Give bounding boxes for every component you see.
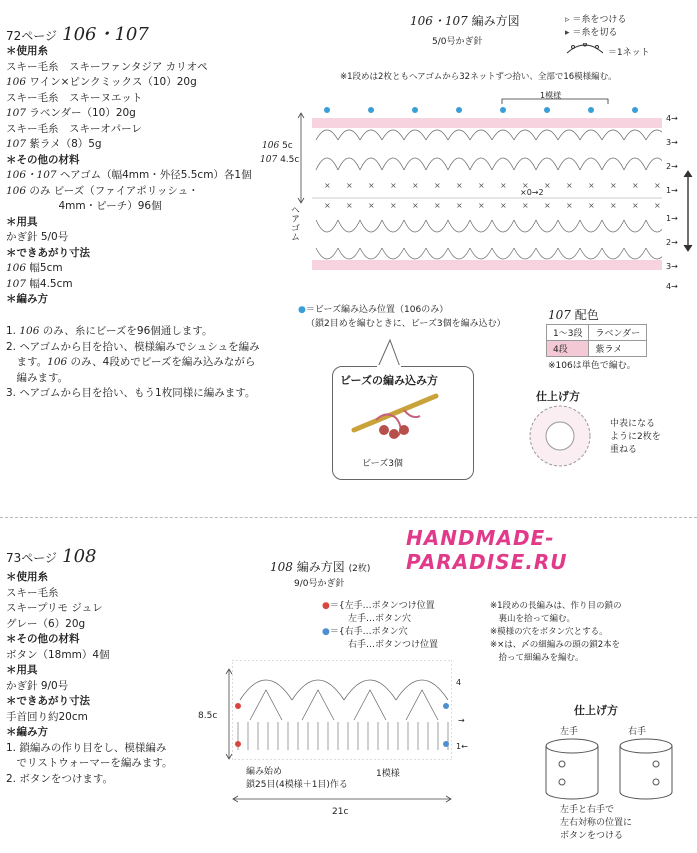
sc-mark: × [412, 201, 419, 210]
arch [646, 158, 662, 170]
step-line [6, 355, 260, 371]
repeat-label: 1模様 [540, 91, 562, 100]
net-icon [565, 48, 608, 58]
finish-note [610, 418, 661, 457]
material-line [6, 168, 252, 184]
arch-bottom [602, 248, 624, 259]
finish-note-line: 左右対称の位置に [560, 818, 633, 828]
material-line [6, 184, 252, 200]
material-line [6, 648, 173, 664]
arch [558, 158, 580, 170]
row-number: 2→ [666, 238, 678, 247]
bubble-pointer [370, 338, 410, 368]
sc-mark: × [610, 201, 617, 210]
bead-position-note-2: （鎖2目めを編むときに、ビーズ3個を編み込む） [306, 319, 506, 329]
arch-top [514, 130, 536, 140]
material-line [6, 679, 173, 695]
arch [448, 158, 470, 170]
sc-mark: × [522, 181, 529, 190]
red-dot-icon: ● [322, 601, 330, 611]
sc-mark: × [478, 181, 485, 190]
text: ＊その他の材料 [6, 633, 80, 645]
material-line [6, 122, 252, 138]
material-line [6, 586, 173, 602]
bead-dot [324, 107, 330, 113]
step-text: のみ、4段めでビーズを編み込みながら [67, 356, 256, 368]
arch-bottom [404, 248, 426, 259]
right-height-arrow [682, 170, 694, 252]
material-line [6, 106, 252, 122]
bead-count-label: ビーズ3個 [362, 459, 403, 469]
sc-mark: × [456, 201, 463, 210]
text: グレー（6）20g [6, 617, 86, 630]
text: 幅5cm [26, 262, 63, 274]
arch-bottom [448, 248, 470, 259]
text: 幅4.5cm [26, 277, 73, 290]
arch [536, 158, 558, 170]
model-number: 106 [6, 262, 27, 274]
finish-title: 仕上げ方 [536, 390, 580, 403]
sc-mark: × [654, 181, 661, 190]
arch [404, 220, 426, 232]
page73-header [6, 546, 96, 567]
red-dot [235, 703, 241, 709]
chart-frame [232, 660, 452, 760]
text: かぎ針 9/0号 [6, 679, 69, 692]
page-numbers: 106・107 [62, 24, 149, 45]
bead-dot [500, 107, 506, 113]
symbol-legend: ▹ ＝糸をつける ▸ ＝糸を切る ＝1ネット [565, 15, 650, 58]
sc-mark: × [324, 181, 331, 190]
arch-top [448, 130, 470, 140]
pink-edge-bottom [312, 260, 662, 270]
note-line: 拾って細編みを編む。 [490, 653, 584, 663]
arch-top [316, 130, 338, 140]
sc-mark: × [566, 181, 573, 190]
finish-note-line: 重ねる [610, 445, 638, 455]
sc-mark: × [346, 181, 353, 190]
button-legend: ●＝{左手…ボタンつけ位置 左手…ボタン穴 ●＝{右手…ボタン穴 右手…ボタンつけ位置 [322, 601, 439, 650]
sc-mark: × [478, 201, 485, 210]
arch-bottom [536, 248, 558, 259]
text: のみ ビーズ（ファイアポリッシュ・ [26, 184, 199, 197]
text: ＊使用糸 [6, 45, 48, 57]
sc-mark: × [632, 201, 639, 210]
color-table: 1〜3段 ラベンダー 4段 紫ラメ [546, 324, 647, 357]
material-line [6, 617, 173, 633]
arch [492, 158, 514, 170]
blue-dot [443, 741, 449, 747]
material-line [6, 601, 173, 617]
sc-mark: × [390, 181, 397, 190]
arch [492, 220, 514, 232]
text: スキー毛糸 スキーファンタジア カリオペ [6, 60, 208, 73]
arch-bottom [426, 248, 448, 259]
sc-mark: × [500, 181, 507, 190]
finish-title-108: 仕上げ方 [574, 704, 618, 717]
section-heading [6, 632, 173, 648]
arch-bottom [492, 248, 514, 259]
arch [338, 220, 360, 232]
material-line [6, 277, 252, 293]
bead-dot [632, 107, 638, 113]
arch-top [536, 130, 558, 140]
sc-mark: × [610, 181, 617, 190]
text: ＊できあがり寸法 [6, 246, 90, 259]
blue-dot-icon: ● [322, 627, 330, 637]
step-line [6, 371, 260, 387]
text: ＊できあがり寸法 [6, 695, 90, 707]
text: 4mm・ピーチ）96個 [6, 200, 162, 212]
sc-mark: × [500, 201, 507, 210]
red-dot [235, 741, 241, 747]
section-heading [6, 246, 252, 262]
arch [580, 158, 602, 170]
arch-bottom [338, 248, 360, 259]
arch-top [470, 130, 492, 140]
arch [624, 220, 646, 232]
arch [426, 158, 448, 170]
step-line [6, 386, 260, 402]
arch-top [492, 130, 514, 140]
arch [470, 220, 492, 232]
note-line: 裏山を拾って編む。 [490, 614, 576, 624]
hook-size: 5/0号かぎ針 [432, 37, 483, 47]
row-number: 2→ [666, 162, 678, 171]
diagram-note: ※1段めは2枚ともヘアゴムから32ネットずつ拾い、全部で16模様編む。 [340, 72, 617, 82]
sc-mark: × [346, 201, 353, 210]
arch [404, 158, 426, 170]
row-number: 1→ [666, 186, 678, 195]
step-text: 編みます。 [6, 371, 69, 384]
material-line [6, 75, 252, 91]
arch-top [426, 130, 448, 140]
row-1-label: 1← [456, 742, 468, 751]
materials-list [6, 44, 252, 308]
section-heading [6, 153, 252, 169]
wrist-warmer-illustration [540, 738, 690, 802]
finish-note-108 [560, 804, 632, 843]
model-number: 106 [47, 356, 68, 368]
arch-bottom [316, 248, 338, 259]
text: ＊使用糸 [6, 571, 48, 583]
sc-mark: × [654, 201, 661, 210]
color-title: 107 配色 [548, 308, 599, 322]
arch [558, 220, 580, 232]
section-heading [6, 663, 173, 679]
sc-mark: × [522, 201, 529, 210]
finish-note-line: 中表になる [610, 419, 656, 429]
arch [470, 158, 492, 170]
right-hand-label: 右手 [628, 727, 647, 737]
start-label: 編み始め 鎖25目(4模様＋1目)作る [246, 767, 348, 790]
size-107: 107 4.5c [260, 155, 300, 165]
arch-top [360, 130, 382, 140]
text: 2. ボタンをつけます。 [6, 772, 114, 785]
step-line [6, 324, 260, 340]
arch [646, 220, 662, 232]
text: ワイン×ピンクミックス（10）20g [26, 76, 197, 88]
material-line [6, 137, 252, 153]
sc-mark: × [434, 181, 441, 190]
text: ＊用具 [6, 215, 38, 228]
cut-yarn-icon: ▸ [565, 28, 570, 38]
step-text: 2. ヘアゴムから目を拾い、模様編みでシュシュを編み [6, 340, 260, 353]
pink-edge-top [312, 118, 662, 128]
fan [354, 690, 386, 720]
material-line [6, 60, 252, 76]
crochet-chart-106-107 [312, 100, 662, 280]
height-label-108: 8.5c [198, 711, 218, 721]
sc-mark: × [324, 201, 331, 210]
text: ＊編み方 [6, 293, 48, 305]
arch [602, 220, 624, 232]
scrunchie-illustration [520, 400, 600, 470]
crochet-chart-108 [232, 660, 452, 760]
step-text: ます。 [6, 356, 48, 368]
sc-mark: × [456, 181, 463, 190]
arch-top [580, 130, 602, 140]
note-line: ※1段めの長編みは、作り目の鎖の [490, 601, 622, 611]
watermark: HANDMADE-PARADISE.RU [406, 526, 568, 574]
color-note: ※106は単色で編む。 [548, 361, 636, 371]
finish-note-line: 左手と右手で [560, 805, 615, 815]
arch-top [338, 130, 360, 140]
material-line [6, 199, 252, 215]
material-line [6, 91, 252, 107]
finish-note-line: ように2枚を [610, 432, 661, 442]
row-number: 4→ [666, 282, 678, 291]
sc-mark: × [368, 201, 375, 210]
bead-dot [456, 107, 462, 113]
arch [316, 220, 338, 232]
text: ＊編み方 [6, 726, 48, 738]
fan [406, 690, 438, 720]
note-line: ※×は、〆の細編みの頭の鎖2本を [490, 640, 621, 650]
arch [382, 158, 404, 170]
sc-mark: × [368, 181, 375, 190]
fan [250, 690, 282, 720]
sc-mark: × [632, 181, 639, 190]
arch-top [602, 130, 624, 140]
arch-bottom [580, 248, 602, 259]
arch [580, 220, 602, 232]
row-arrow: → [458, 716, 465, 725]
arch [360, 220, 382, 232]
material-line [6, 741, 173, 757]
x0-label: ×0→2 [520, 188, 544, 197]
arch-top [624, 130, 646, 140]
bead-position-note: ●＝ビーズ編み込み位置（106のみ） [298, 305, 449, 315]
section-heading [6, 725, 173, 741]
bead-dot [368, 107, 374, 113]
join-yarn-icon: ▹ [565, 15, 570, 25]
arch-bottom [558, 248, 580, 259]
text: 紫ラメ（8）5g [26, 138, 102, 150]
text: ボタン（18mm）4個 [6, 648, 110, 661]
page72-header [6, 20, 149, 46]
section-heading [6, 44, 252, 60]
page-label-73: 73ページ [6, 551, 58, 565]
finish-note-line: ボタンをつける [560, 831, 624, 841]
arch-top [558, 130, 580, 140]
arch-top [404, 130, 426, 140]
bead-dot [412, 107, 418, 113]
arch-bottom [382, 248, 404, 259]
step-text: のみ、糸にビーズを96個通します。 [39, 325, 213, 337]
arch [426, 220, 448, 232]
arch [316, 158, 338, 170]
text: スキー毛糸 スキーオパーレ [6, 122, 142, 135]
text: ラベンダー（10）20g [26, 107, 136, 119]
material-line [6, 756, 173, 772]
sc-mark: × [588, 181, 595, 190]
hook-with-beads-illustration [346, 390, 446, 450]
arch-bottom [646, 248, 662, 259]
row-number: 3→ [666, 138, 678, 147]
sc-mark: × [588, 201, 595, 210]
width-label: 21c [332, 807, 349, 817]
model-number: 107 [6, 277, 27, 290]
material-line [6, 772, 173, 788]
sc-mark: × [544, 181, 551, 190]
arch [360, 158, 382, 170]
arch [624, 158, 646, 170]
arch-top [382, 130, 404, 140]
material-line [6, 261, 252, 277]
size-106: 106 5c [262, 141, 293, 151]
material-line [6, 230, 252, 246]
arch-bottom [514, 248, 536, 259]
sc-mark: × [566, 201, 573, 210]
step-text: 3. ヘアゴムから目を拾い、もう1枚同様に編みます。 [6, 387, 256, 399]
text: ＊用具 [6, 664, 38, 676]
instruction-steps [6, 324, 260, 402]
text: 1. 鎖編みの作り目をし、模様編み [6, 741, 167, 754]
text: かぎ針 5/0号 [6, 231, 69, 243]
left-hand-label: 左手 [560, 727, 579, 737]
sc-mark: × [412, 181, 419, 190]
note-line: ※模様の穴をボタン穴とする。 [490, 627, 608, 637]
text: スキー毛糸 [6, 586, 59, 599]
row-number: 3→ [666, 262, 678, 271]
repeat-label-108: 1模様 [376, 769, 400, 779]
model-number: 106・107 [6, 169, 57, 181]
height-arrow [296, 112, 306, 204]
sc-mark: × [544, 201, 551, 210]
arch [536, 220, 558, 232]
material-line [6, 710, 173, 726]
materials-list-108 [6, 570, 173, 787]
arch-top [646, 130, 662, 140]
step-text: 1. [6, 325, 20, 337]
text: 手首回り約20cm [6, 710, 88, 723]
text: でリストウォーマーを編みます。 [6, 757, 173, 769]
page-label: 72ページ [6, 29, 58, 43]
model-number: 107 [6, 138, 27, 150]
model-number: 106 [19, 325, 40, 337]
notes-108 [490, 600, 622, 665]
blue-dot [443, 703, 449, 709]
arch [514, 220, 536, 232]
diagram-title-108: 108 編み方図 (2枚) [270, 560, 371, 574]
sc-mark: × [434, 201, 441, 210]
fan [302, 690, 334, 720]
bead-dot [588, 107, 594, 113]
text: ＊その他の材料 [6, 153, 80, 166]
row-4-label: 4 [456, 678, 462, 687]
arch [602, 158, 624, 170]
section-divider [0, 517, 697, 518]
text: スキープリモ ジュレ [6, 602, 103, 614]
model-number: 107 [6, 107, 27, 119]
bead-dot [544, 107, 550, 113]
arch-bottom [624, 248, 646, 259]
arch-bottom [470, 248, 492, 259]
width-arrow [232, 794, 452, 804]
section-heading [6, 292, 252, 308]
section-heading [6, 694, 173, 710]
section-heading [6, 215, 252, 231]
model-number: 106 [6, 184, 27, 197]
hook-size-108: 9/0号かぎ針 [294, 579, 345, 589]
text: ヘアゴム（幅4mm・外径5.5cm）各1個 [56, 169, 252, 181]
bead-method-title: ビーズの編み込み方 [340, 374, 439, 387]
page-number-108: 108 [62, 546, 97, 567]
diagram-title: 106・107 編み方図 [410, 14, 520, 28]
sc-mark: × [390, 201, 397, 210]
arch [382, 220, 404, 232]
bead-dot-icon: ● [298, 305, 306, 315]
text: スキー毛糸 スキーヌエット [6, 91, 143, 104]
arch-bottom [360, 248, 382, 259]
row-number: 4→ [666, 114, 678, 123]
section-heading [6, 570, 173, 586]
arch [448, 220, 470, 232]
model-number: 106 [6, 76, 27, 88]
hair-tie-label: ヘアゴム [289, 205, 299, 241]
row-number: 1→ [666, 214, 678, 223]
step-line [6, 340, 260, 356]
arch [338, 158, 360, 170]
arch [514, 158, 536, 170]
